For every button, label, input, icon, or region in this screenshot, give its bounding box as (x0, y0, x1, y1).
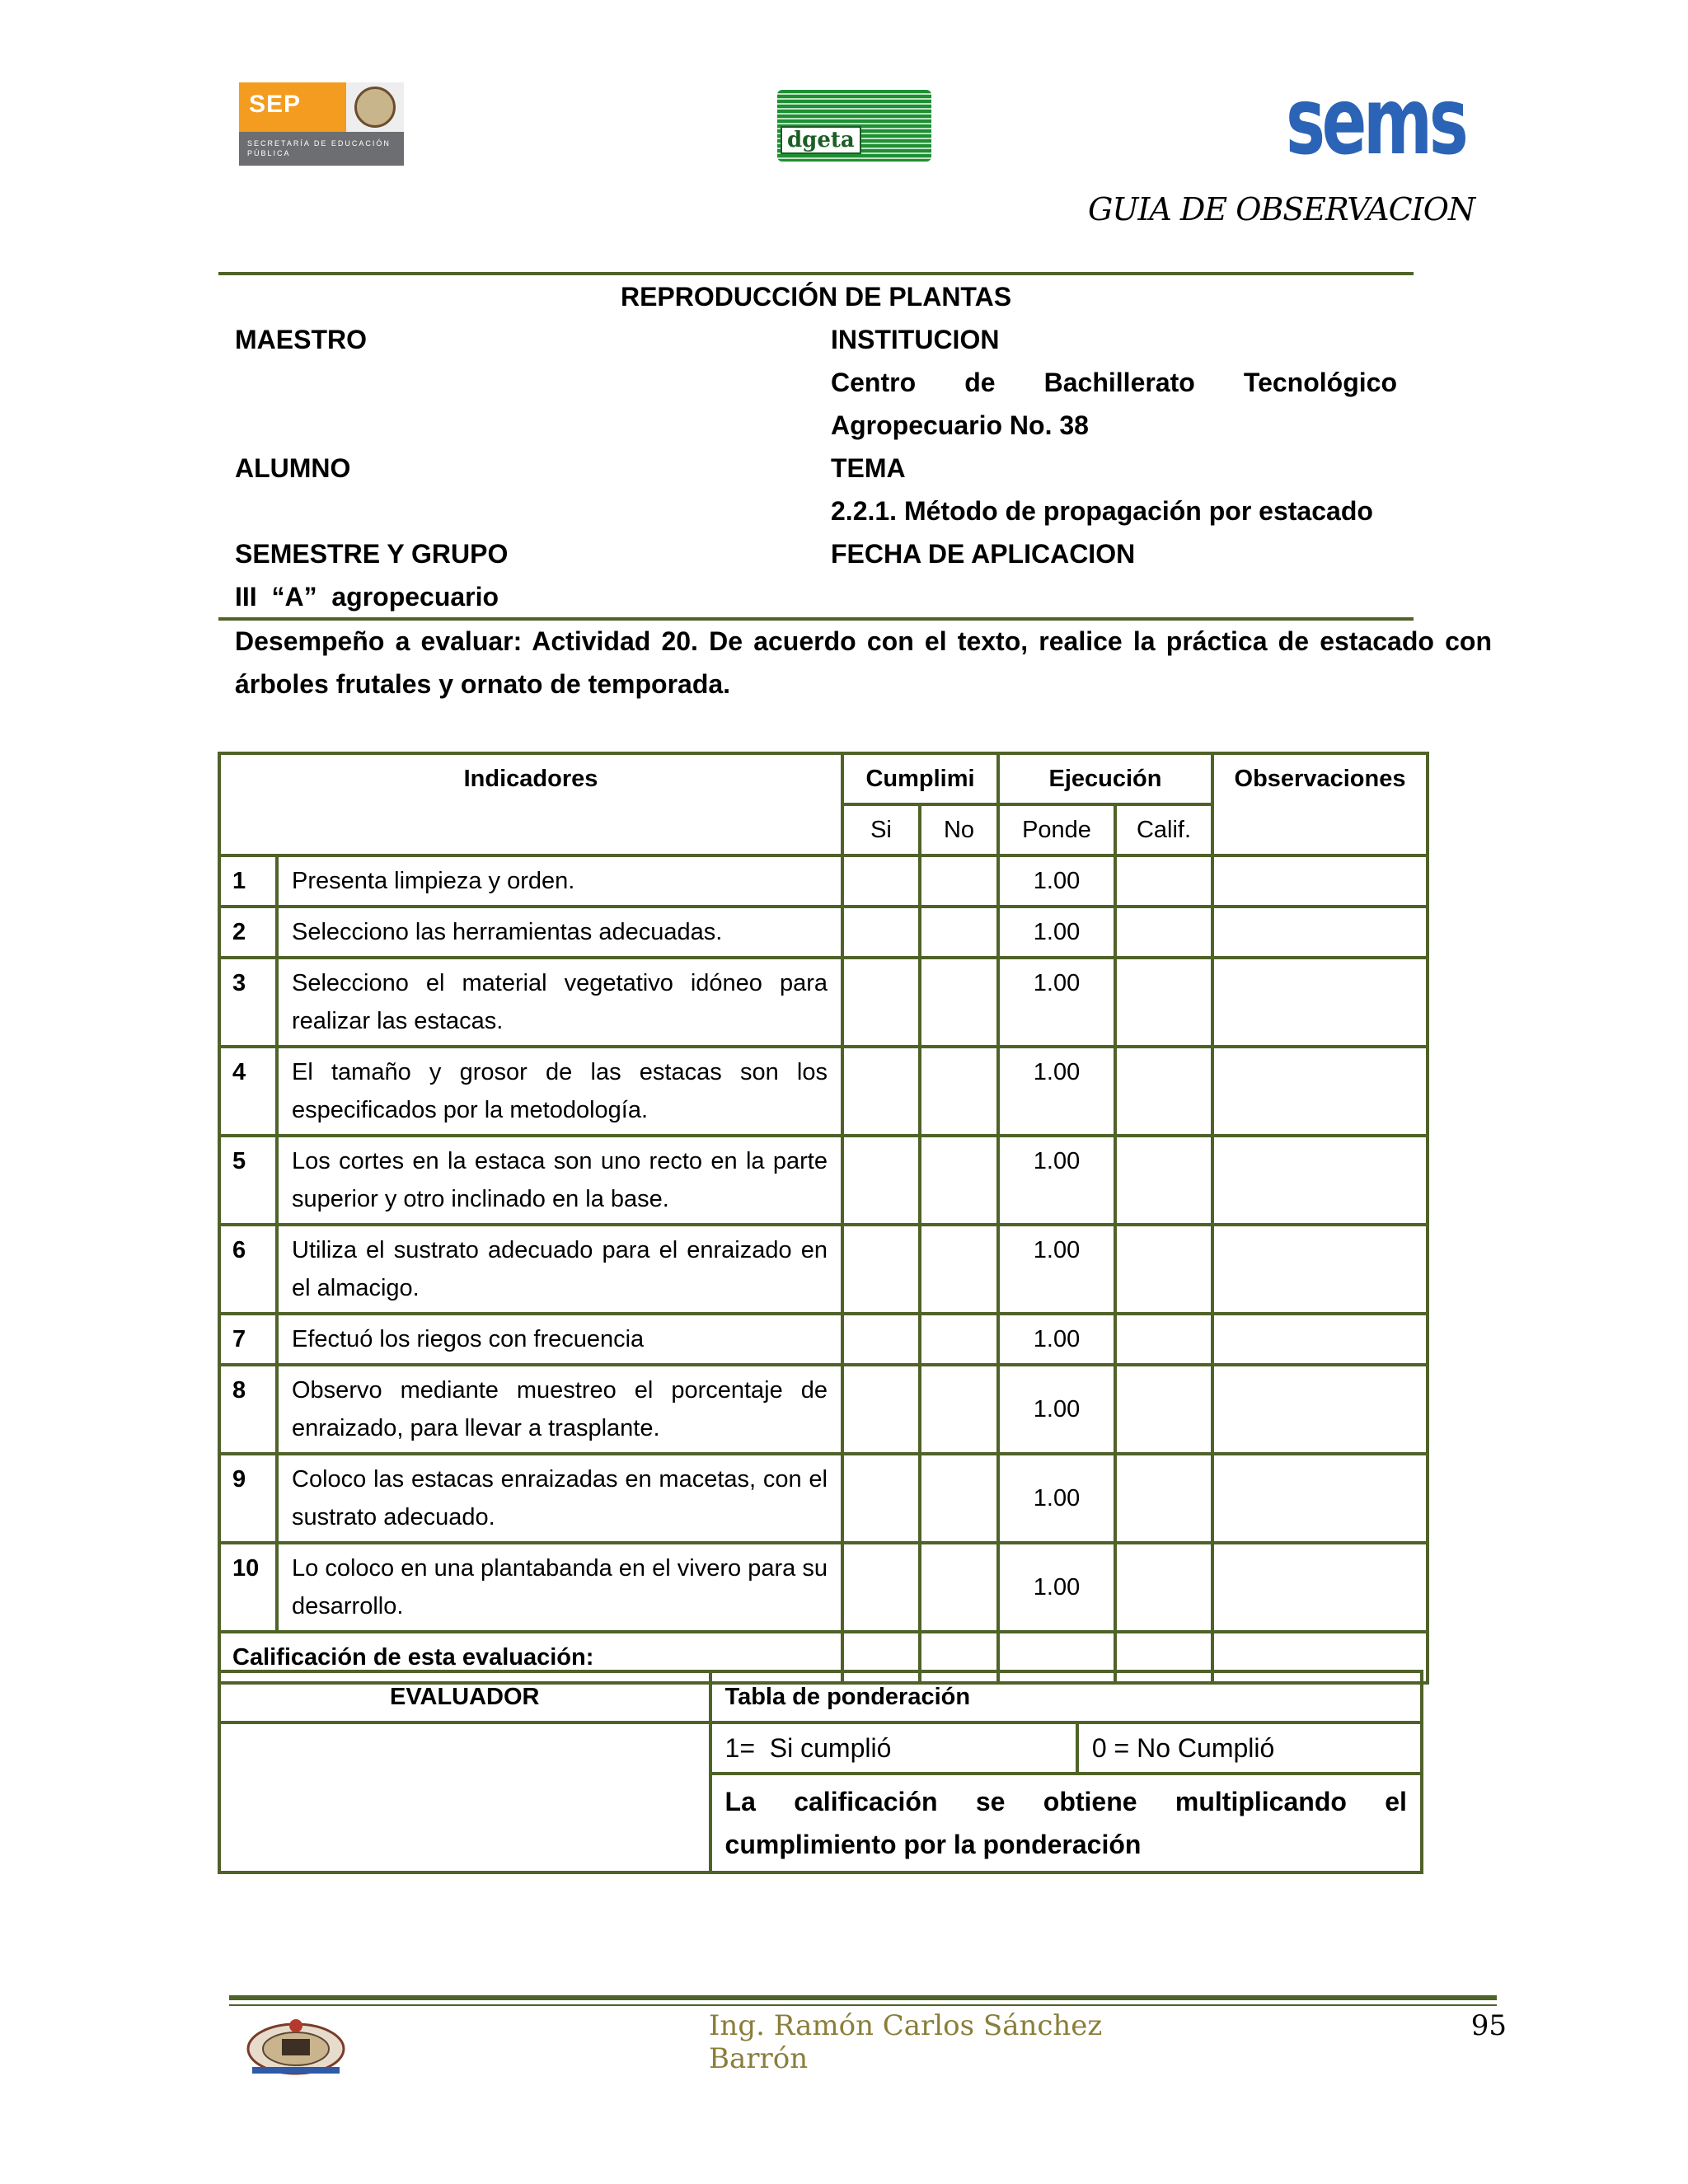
evaluador-signature-field[interactable] (219, 1722, 710, 1872)
table-row (219, 1047, 1428, 1136)
no-cell[interactable] (920, 1454, 998, 1543)
evaluador-table (218, 1670, 1423, 1874)
table-row (219, 855, 1428, 907)
indicadores-header: Indicadores (219, 753, 842, 855)
row-indicator: Lo coloco en una plantabanda en el vivero para su desarrollo. (277, 1543, 842, 1632)
row-indicator: Efectuó los riegos con frecuencia (277, 1314, 842, 1365)
cumplimiento-header: Cumplimi (842, 753, 998, 804)
tema-label: TEMA (831, 453, 906, 483)
table-row (219, 1225, 1428, 1314)
table-row (219, 958, 1428, 1047)
row-number: 10 (219, 1543, 277, 1632)
note-word: calificación (794, 1787, 938, 1816)
no-cell[interactable] (920, 907, 998, 958)
sep-logo (239, 82, 404, 166)
sep-logo-text: SEP (239, 82, 346, 132)
si-cell[interactable] (842, 1314, 920, 1365)
calif-cell[interactable] (1115, 1136, 1212, 1225)
table-row (219, 1314, 1428, 1365)
no-cell[interactable] (920, 1047, 998, 1136)
row-ponderacion: 1.00 (998, 855, 1115, 907)
calificacion-note (710, 1774, 1422, 1872)
row-indicator: Presenta limpieza y orden. (277, 855, 842, 907)
note-word: se (975, 1787, 1006, 1816)
row-indicator: Los cortes en la estaca son uno recto en la parte superior y otro inclinado en la base. (277, 1136, 842, 1225)
note-word: multiplicando (1175, 1787, 1347, 1816)
si-cell[interactable] (842, 1225, 920, 1314)
calif-cell[interactable] (1115, 855, 1212, 907)
row-number: 8 (219, 1365, 277, 1454)
alumno-label: ALUMNO (235, 453, 351, 483)
calificacion-note-line1 (725, 1780, 1407, 1823)
document-title: GUIA DE OBSERVACION (1088, 191, 1475, 227)
dgeta-logo (777, 90, 931, 162)
institucion-word: Centro (831, 368, 917, 397)
calif-cell[interactable] (1115, 1047, 1212, 1136)
sems-logo: sems (1286, 68, 1465, 176)
institucion-label: INSTITUCION (831, 325, 1000, 354)
institucion-value-line2: Agropecuario No. 38 (831, 410, 1089, 440)
si-cell[interactable] (842, 855, 920, 907)
row-number: 3 (219, 958, 277, 1047)
school-seal-icon (246, 2018, 346, 2077)
row-number: 7 (219, 1314, 277, 1365)
observaciones-cell[interactable] (1212, 1454, 1428, 1543)
institucion-word: Bachillerato (1043, 368, 1195, 397)
observaciones-cell[interactable] (1212, 1543, 1428, 1632)
dgeta-logo-text: dgeta (781, 126, 861, 154)
observaciones-cell[interactable] (1212, 1136, 1428, 1225)
row-indicator: Coloco las estacas enraizadas en macetas, con el sustrato adecuado. (277, 1454, 842, 1543)
observaciones-header: Observaciones (1212, 753, 1428, 855)
tema-value: 2.2.1. Método de propagación por estacado (831, 496, 1373, 526)
observaciones-cell[interactable] (1212, 907, 1428, 958)
row-ponderacion: 1.00 (998, 1454, 1115, 1543)
si-cell[interactable] (842, 1543, 920, 1632)
maestro-label: MAESTRO (235, 325, 367, 354)
institucion-word: de (964, 368, 996, 397)
evaluador-label: EVALUADOR (219, 1671, 710, 1722)
no-header: No (920, 804, 998, 855)
si-cell[interactable] (842, 1136, 920, 1225)
si-cell[interactable] (842, 1047, 920, 1136)
row-number: 1 (219, 855, 277, 907)
note-word: La (724, 1787, 756, 1816)
subject-title: REPRODUCCIÓN DE PLANTAS (620, 282, 1012, 312)
observaciones-cell[interactable] (1212, 1225, 1428, 1314)
calif-cell[interactable] (1115, 1454, 1212, 1543)
calif-cell[interactable] (1115, 1314, 1212, 1365)
row-ponderacion: 1.00 (998, 1543, 1115, 1632)
row-ponderacion: 1.00 (998, 958, 1115, 1047)
observaciones-cell[interactable] (1212, 1365, 1428, 1454)
calif-cell[interactable] (1115, 1365, 1212, 1454)
tabla-ponderacion-title: Tabla de ponderación (710, 1671, 1422, 1722)
table-row (219, 1136, 1428, 1225)
no-cumplio-legend: 0 = No Cumplió (1077, 1722, 1422, 1774)
row-number: 9 (219, 1454, 277, 1543)
table-row (219, 1365, 1428, 1454)
row-indicator: Observo mediante muestreo el porcentaje de enraizado, para llevar a trasplante. (277, 1365, 842, 1454)
table-row (219, 907, 1428, 958)
row-number: 6 (219, 1225, 277, 1314)
no-cell[interactable] (920, 1365, 998, 1454)
institucion-word: Tecnológico (1243, 368, 1397, 397)
si-cell[interactable] (842, 1365, 920, 1454)
row-ponderacion: 1.00 (998, 1225, 1115, 1314)
no-cell[interactable] (920, 855, 998, 907)
sep-logo-subtext: SECRETARÍA DE EDUCACIÓN PÚBLICA (239, 132, 404, 166)
calificacion-note-line2: cumplimiento por la ponderación (724, 1830, 1142, 1859)
calif-cell[interactable] (1115, 958, 1212, 1047)
semestre-value: III “A” agropecuario (235, 582, 499, 612)
table-row (219, 1543, 1428, 1632)
calif-cell[interactable] (1115, 1225, 1212, 1314)
footer-author: Ing. Ramón Carlos Sánchez Barrón (709, 2009, 1103, 2075)
total-label: Calificación de esta evaluación: (219, 1632, 842, 1683)
observation-table (218, 752, 1429, 1685)
no-cell[interactable] (920, 1314, 998, 1365)
row-number: 4 (219, 1047, 277, 1136)
note-word: el (1385, 1787, 1407, 1816)
row-ponderacion: 1.00 (998, 1365, 1115, 1454)
no-cell[interactable] (920, 1136, 998, 1225)
row-indicator: Selecciono las herramientas adecuadas. (277, 907, 842, 958)
observaciones-cell[interactable] (1212, 855, 1428, 907)
table-row (219, 1454, 1428, 1543)
institucion-value-line1 (831, 361, 1397, 404)
no-cell[interactable] (920, 958, 998, 1047)
row-ponderacion: 1.00 (998, 1136, 1115, 1225)
footer-rule-thin (229, 2004, 1497, 2006)
row-number: 5 (219, 1136, 277, 1225)
row-ponderacion: 1.00 (998, 1047, 1115, 1136)
si-cell[interactable] (842, 907, 920, 958)
ponde-header: Ponde (998, 804, 1115, 855)
row-ponderacion: 1.00 (998, 907, 1115, 958)
si-header: Si (842, 804, 920, 855)
calif-cell[interactable] (1115, 907, 1212, 958)
row-indicator: Selecciono el material vegetativo idóneo para realizar las estacas. (277, 958, 842, 1047)
row-number: 2 (219, 907, 277, 958)
observaciones-cell[interactable] (1212, 1047, 1428, 1136)
semestre-label: SEMESTRE Y GRUPO (235, 539, 509, 569)
page-number: 95 (1470, 2009, 1507, 2042)
note-word: obtiene (1043, 1787, 1137, 1816)
desempeno-text: Desempeño a evaluar: Actividad 20. De acuerdo con el texto, realice la práctica de estacado con árboles frutales y ornato de temporada. (235, 626, 1492, 699)
observaciones-cell[interactable] (1212, 958, 1428, 1047)
mexico-emblem-icon (346, 82, 404, 132)
no-cell[interactable] (920, 1225, 998, 1314)
row-ponderacion: 1.00 (998, 1314, 1115, 1365)
si-cumplio-legend: 1= Si cumplió (710, 1722, 1077, 1774)
row-indicator: Utiliza el sustrato adecuado para el enraizado en el almacigo. (277, 1225, 842, 1314)
no-cell[interactable] (920, 1543, 998, 1632)
si-cell[interactable] (842, 958, 920, 1047)
calif-header: Calif. (1115, 804, 1212, 855)
si-cell[interactable] (842, 1454, 920, 1543)
fecha-label: FECHA DE APLICACION (831, 539, 1136, 569)
calif-cell[interactable] (1115, 1543, 1212, 1632)
observaciones-cell[interactable] (1212, 1314, 1428, 1365)
footer-rule-thick (229, 1995, 1497, 2000)
ejecucion-header: Ejecución (998, 753, 1212, 804)
row-indicator: El tamaño y grosor de las estacas son los especificados por la metodología. (277, 1047, 842, 1136)
